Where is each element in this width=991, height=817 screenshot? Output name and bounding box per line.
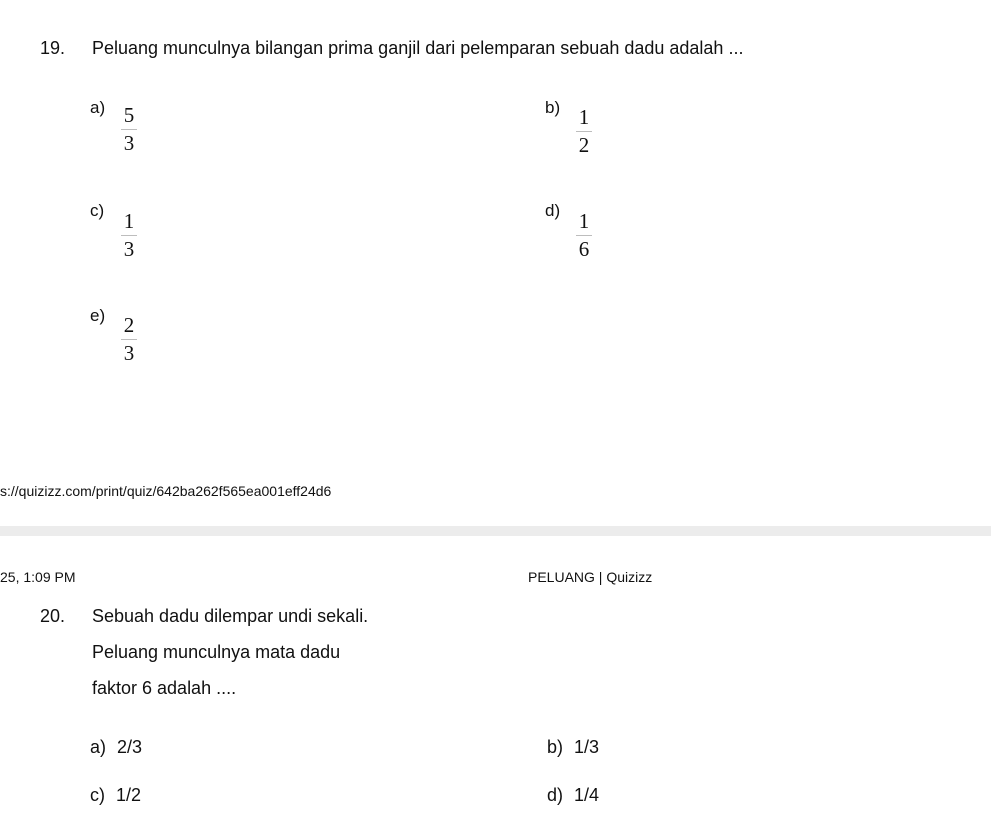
q20-option-b-value: 1/3 [574, 737, 600, 757]
q20-question-line-2: Peluang munculnya mata dadu [92, 642, 341, 662]
q19-option-e-label: e) [90, 306, 106, 325]
q20-question-line-3: faktor 6 adalah .... [92, 678, 237, 698]
q20-option-c-label: c) [90, 785, 105, 805]
q19-question-text: Peluang munculnya bilangan prima ganjil dari pelemparan sebuah dadu adalah ... [92, 38, 744, 58]
q20-option-a-label: a) [90, 737, 107, 757]
q20-option-d-value: 1/4 [574, 785, 600, 805]
fraction-numerator: 1 [123, 209, 135, 233]
q20-option-b[interactable] [547, 737, 599, 758]
q20-number: 20. [40, 606, 66, 626]
q19-option-e-fraction[interactable] [121, 315, 137, 364]
fraction-denominator: 3 [123, 237, 135, 261]
q19-option-b-fraction[interactable] [576, 107, 592, 156]
q19-option-d-fraction[interactable] [576, 211, 592, 260]
q19-option-c-fraction[interactable] [121, 211, 137, 260]
q20-option-c-value: 1/2 [116, 785, 142, 805]
q19-option-b-label: b) [545, 98, 561, 117]
fraction-denominator: 2 [578, 133, 590, 157]
q19-number: 19. [40, 38, 66, 58]
q19-option-a-fraction[interactable] [121, 105, 137, 154]
q20-option-a[interactable] [90, 737, 142, 758]
fraction-denominator: 3 [123, 131, 135, 155]
print-header-title: PELUANG | Quizizz [528, 569, 653, 585]
q19-option-d-label: d) [545, 201, 561, 220]
fraction-numerator: 5 [123, 103, 135, 127]
fraction-numerator: 2 [123, 313, 135, 337]
fraction-denominator: 3 [123, 341, 135, 365]
q20-option-a-value: 2/3 [117, 737, 143, 757]
q20-question-line-1: Sebuah dadu dilempar undi sekali. [92, 606, 369, 626]
q20-option-d[interactable] [547, 785, 599, 806]
fraction-denominator: 6 [578, 237, 590, 261]
print-header-timestamp: 25, 1:09 PM [0, 569, 76, 585]
fraction-numerator: 1 [578, 209, 590, 233]
page-break-divider [0, 526, 991, 536]
q19-option-c-label: c) [90, 201, 105, 220]
q20-option-b-label: b) [547, 737, 564, 757]
fraction-numerator: 1 [578, 105, 590, 129]
print-footer-url: s://quizizz.com/print/quiz/642ba262f565ea001eff24d6 [0, 483, 332, 499]
q19-option-a-label: a) [90, 98, 106, 117]
q20-option-c[interactable] [90, 785, 141, 806]
q20-option-d-label: d) [547, 785, 564, 805]
